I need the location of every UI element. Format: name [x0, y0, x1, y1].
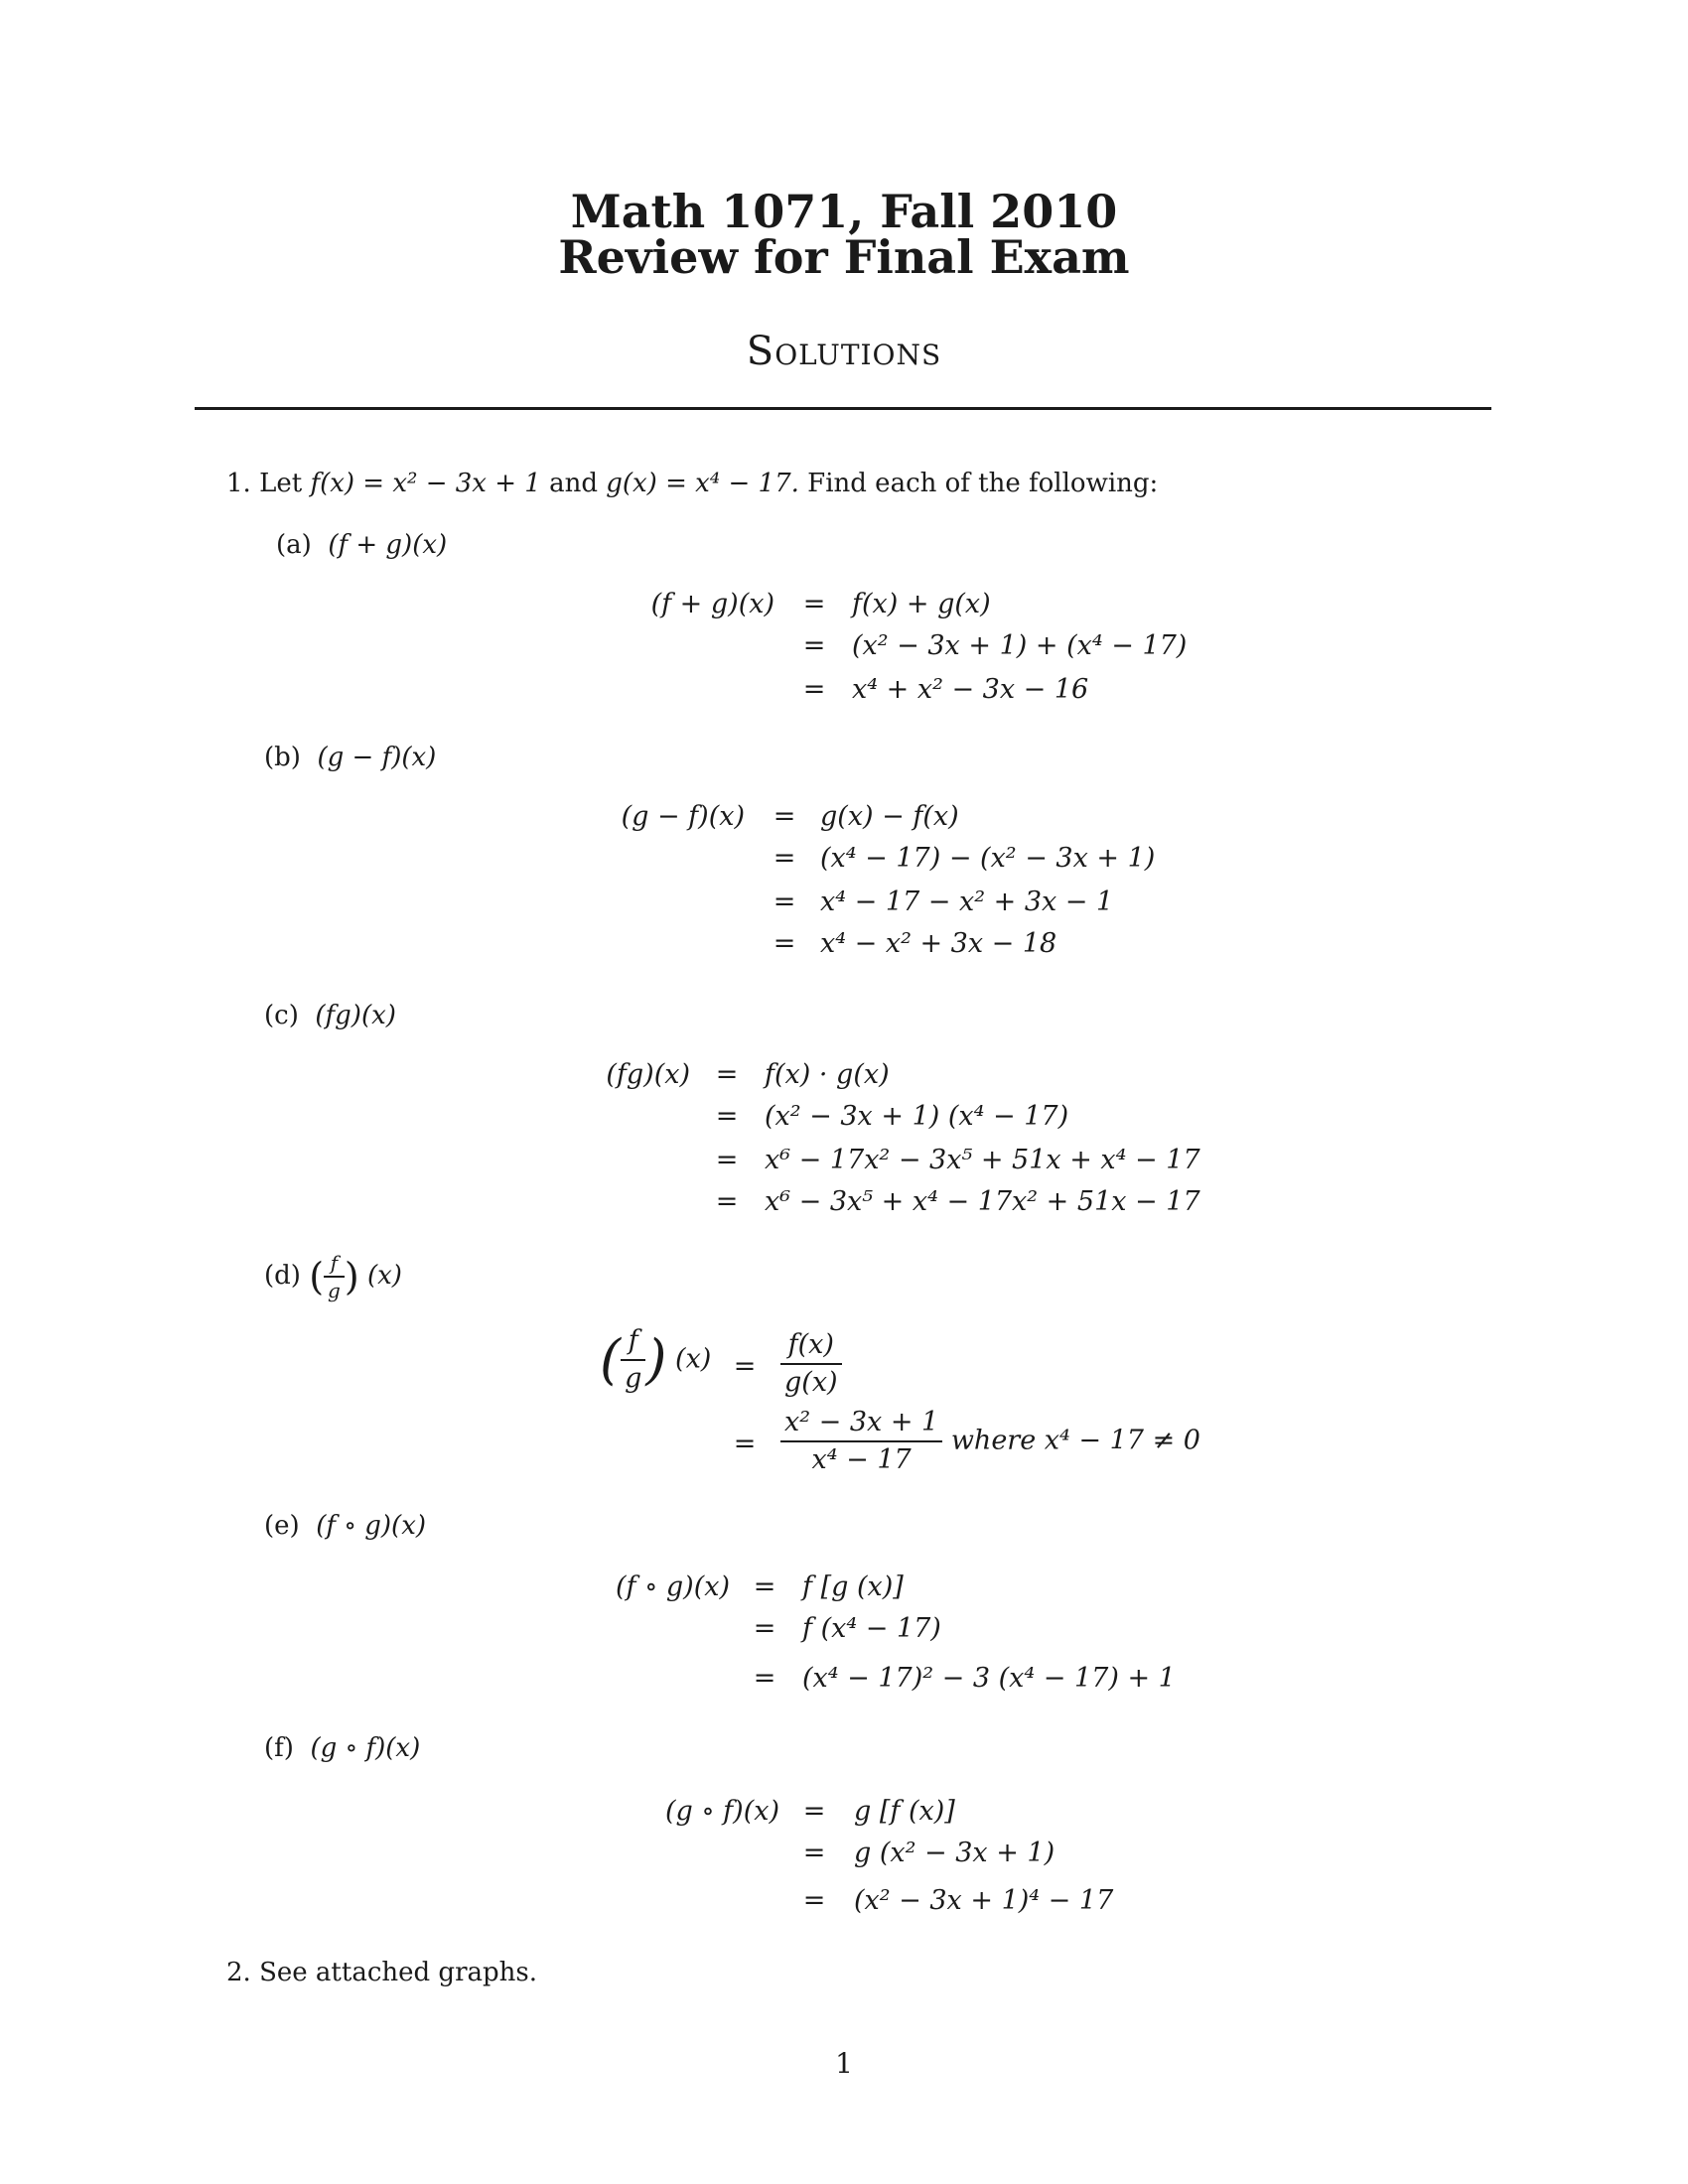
fraction — [780, 1408, 942, 1475]
equals-sign: = — [753, 1571, 776, 1602]
part-c-label — [264, 1001, 396, 1030]
part-expression: (g − f)(x) — [317, 743, 437, 772]
equals-sign: = — [773, 887, 796, 917]
equals-sign: = — [753, 1663, 776, 1694]
part-label: (b) — [264, 743, 301, 772]
f-over-g-fraction — [324, 1253, 345, 1300]
equals-sign: = — [733, 1429, 757, 1459]
part-e-line-3: (x⁴ − 17)² − 3 (x⁴ − 17) + 1 — [802, 1663, 1176, 1694]
part-expression: (g ∘ f)(x) — [310, 1733, 421, 1763]
g-definition: g(x) = x⁴ − 17. — [606, 469, 799, 498]
fraction-numerator: f — [330, 1251, 339, 1275]
header-rule — [195, 407, 1491, 410]
fraction-denominator: g(x) — [780, 1363, 842, 1398]
equals-sign: = — [802, 1796, 826, 1827]
part-c-line-1: f(x) · g(x) — [765, 1059, 890, 1090]
part-expression: (f + g)(x) — [328, 530, 448, 560]
part-label: (e) — [264, 1511, 300, 1541]
part-b-line-4: x⁴ − x² + 3x − 18 — [820, 928, 1057, 959]
part-a-lhs: (f + g)(x) — [650, 589, 774, 619]
page-title: Math 1071, Fall 2010 — [570, 185, 1118, 238]
part-f-label — [264, 1733, 420, 1763]
part-expression: (fg)(x) — [315, 1001, 396, 1030]
part-e-label — [264, 1511, 426, 1541]
prompt-pre: Let — [259, 469, 303, 498]
equals-sign: = — [715, 1101, 739, 1132]
equals-sign: = — [773, 801, 796, 832]
fraction-numerator: f(x) — [787, 1329, 834, 1360]
part-d-label — [264, 1253, 402, 1300]
left-paren: ( — [600, 1328, 622, 1391]
part-c-lhs: (fg)(x) — [606, 1059, 690, 1090]
fraction-numerator: f — [628, 1325, 638, 1356]
f-definition: f(x) = x² − 3x + 1 — [310, 469, 541, 498]
fraction — [780, 1330, 842, 1398]
part-label: (c) — [264, 1001, 299, 1030]
equals-sign: = — [802, 674, 826, 705]
page-title-line2: Review for Final Exam — [558, 230, 1130, 284]
part-expression: (f ∘ g)(x) — [316, 1511, 426, 1541]
part-b-label — [264, 743, 436, 772]
fraction-numerator: x² − 3x + 1 — [784, 1407, 939, 1437]
page-number: 1 — [835, 2047, 853, 2080]
f-over-g-fraction — [621, 1326, 645, 1394]
part-b-line-2: (x⁴ − 17) − (x² − 3x + 1) — [820, 843, 1156, 874]
left-paren: ( — [309, 1255, 325, 1298]
part-f-line-1: g [f (x)] — [854, 1796, 955, 1827]
domain-condition: where x⁴ − 17 ≠ 0 — [950, 1425, 1200, 1456]
part-c-line-3: x⁶ − 17x² − 3x⁵ + 51x + x⁴ − 17 — [765, 1145, 1200, 1175]
part-c-line-4: x⁶ − 3x⁵ + x⁴ − 17x² + 51x − 17 — [765, 1186, 1200, 1217]
equals-sign: = — [715, 1059, 739, 1090]
part-a-line-1: f(x) + g(x) — [852, 589, 991, 619]
part-label: (a) — [276, 530, 312, 560]
equals-sign: = — [715, 1145, 739, 1175]
part-c-line-2: (x² − 3x + 1) (x⁴ − 17) — [765, 1101, 1069, 1132]
problem-number: 2. — [226, 1958, 251, 1987]
part-e-lhs: (f ∘ g)(x) — [615, 1571, 730, 1602]
fraction-denominator: g — [621, 1359, 645, 1394]
part-f-lhs: (g ∘ f)(x) — [664, 1796, 779, 1827]
fraction-denominator: g — [324, 1276, 345, 1300]
equals-sign: = — [802, 589, 826, 619]
part-e-line-1: f [g (x)] — [802, 1571, 904, 1602]
part-f-line-3: (x² − 3x + 1)⁴ − 17 — [854, 1885, 1114, 1916]
prompt-post: Find each of the following: — [807, 469, 1159, 498]
equals-sign: = — [802, 1838, 826, 1868]
part-d-line-2 — [780, 1408, 1200, 1475]
part-b-lhs: (g − f)(x) — [621, 801, 745, 832]
part-a-line-2: (x² − 3x + 1) + (x⁴ − 17) — [852, 630, 1188, 661]
problem-2-text: See attached graphs. — [259, 1958, 537, 1987]
equals-sign: = — [715, 1186, 739, 1217]
equals-sign: = — [773, 928, 796, 959]
part-label: (d) — [264, 1261, 301, 1291]
prompt-and: and — [549, 469, 598, 498]
equals-sign: = — [802, 630, 826, 661]
page-subtitle: Solutions — [746, 329, 942, 374]
lhs-argument: (x) — [675, 1343, 712, 1375]
problem-2-statement — [226, 1958, 537, 1987]
part-b-line-1: g(x) − f(x) — [820, 801, 959, 832]
equals-sign: = — [773, 843, 796, 874]
part-d-line-1 — [780, 1330, 842, 1398]
part-a-line-3: x⁴ + x² − 3x − 16 — [852, 674, 1089, 705]
part-e-line-2: f (x⁴ − 17) — [802, 1613, 941, 1644]
fraction-denominator: x⁴ − 17 — [780, 1440, 942, 1475]
problem-1-statement — [226, 469, 1158, 498]
right-paren: ) — [344, 1255, 359, 1298]
part-expression: (x) — [366, 1261, 402, 1291]
problem-number: 1. — [226, 469, 251, 498]
equals-sign: = — [733, 1351, 757, 1382]
part-d-lhs — [600, 1326, 711, 1394]
part-a-label — [276, 530, 447, 560]
equals-sign: = — [802, 1885, 826, 1916]
equals-sign: = — [753, 1613, 776, 1644]
right-paren: ) — [645, 1328, 667, 1391]
part-f-line-2: g (x² − 3x + 1) — [854, 1838, 1055, 1868]
part-label: (f) — [264, 1733, 294, 1763]
part-b-line-3: x⁴ − 17 − x² + 3x − 1 — [820, 887, 1114, 917]
